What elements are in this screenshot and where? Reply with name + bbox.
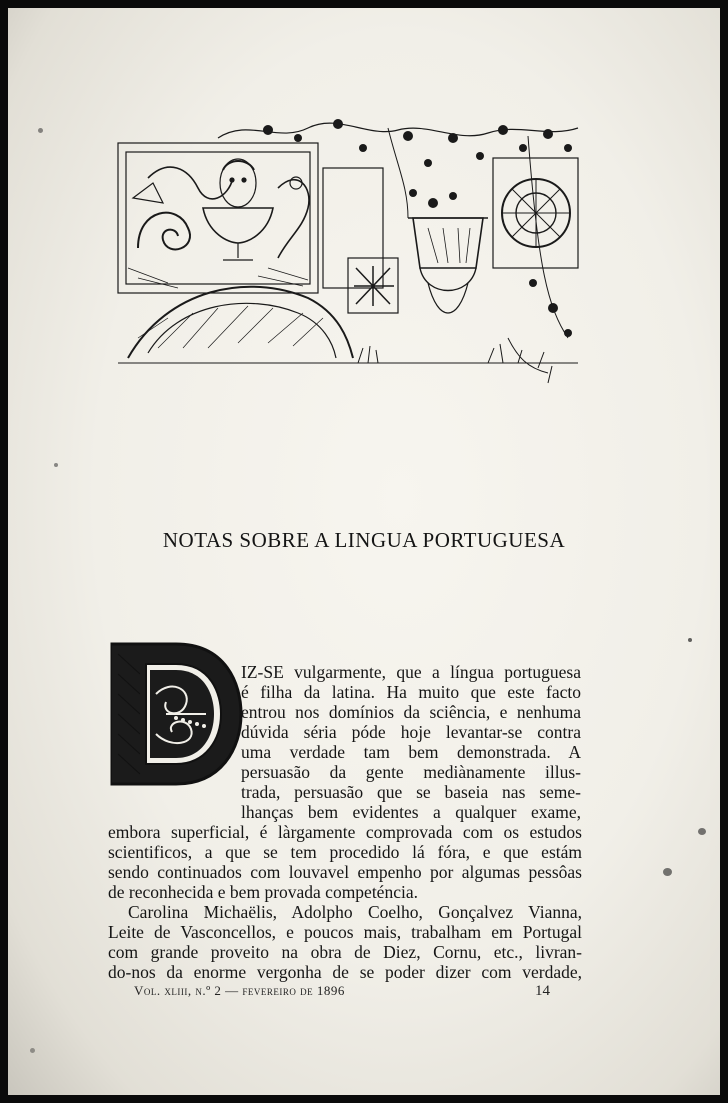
page xyxy=(8,8,720,1095)
text-line: trada, persuasão que se baseia nas seme- xyxy=(241,782,581,802)
speck xyxy=(30,1048,35,1053)
text-line: Leite de Vasconcellos, e poucos mais, trabalham em Portugal xyxy=(108,922,582,942)
text-line: entrou nos domínios da sciência, e nenhuma xyxy=(241,702,581,722)
text-line: uma verdade tam bem demonstrada. A xyxy=(241,742,581,762)
speck xyxy=(698,828,706,835)
text-line: embora superficial, é làrgamente comprovada com os estudos xyxy=(108,822,582,842)
text-line: scientificos, a que se tem procedido lá fóra, e que estám xyxy=(108,842,582,862)
headpiece-illustration xyxy=(108,108,588,408)
speck xyxy=(38,128,43,133)
text-line: é filha da latina. Ha muito que este facto xyxy=(241,682,581,702)
text-line: dúvida séria póde hoje levantar-se contra xyxy=(241,722,581,742)
volume-info: Vol. xliii, n.º 2 — fevereiro de 1896 xyxy=(134,983,345,998)
text-line: do-nos da enorme vergonha de se poder dizer com verdade, xyxy=(108,962,582,982)
speck xyxy=(688,638,692,642)
speck xyxy=(54,463,58,467)
text-line: de reconhecida e bem provada competéncia. xyxy=(108,882,418,902)
text-line: IZ-SE vulgarmente, que a língua portuguesa xyxy=(241,662,581,682)
page-number: 14 xyxy=(535,983,550,999)
speck xyxy=(663,868,672,876)
text-line: lhanças bem evidentes a qualquer exame, xyxy=(241,802,581,822)
drop-cap-initial xyxy=(106,634,246,794)
text-line: sendo continuados com louvavel empenho por algumas pessôas xyxy=(108,862,582,882)
text-line: Carolina Michaëlis, Adolpho Coelho, Gonçalvez Vianna, xyxy=(128,902,582,922)
article-title: NOTAS SOBRE A LINGUA PORTUGUESA xyxy=(162,528,566,552)
text-line: com grande proveito na obra de Diez, Cornu, etc., livran- xyxy=(108,942,582,962)
text-line: persuasão da gente mediànamente illus- xyxy=(241,762,581,782)
